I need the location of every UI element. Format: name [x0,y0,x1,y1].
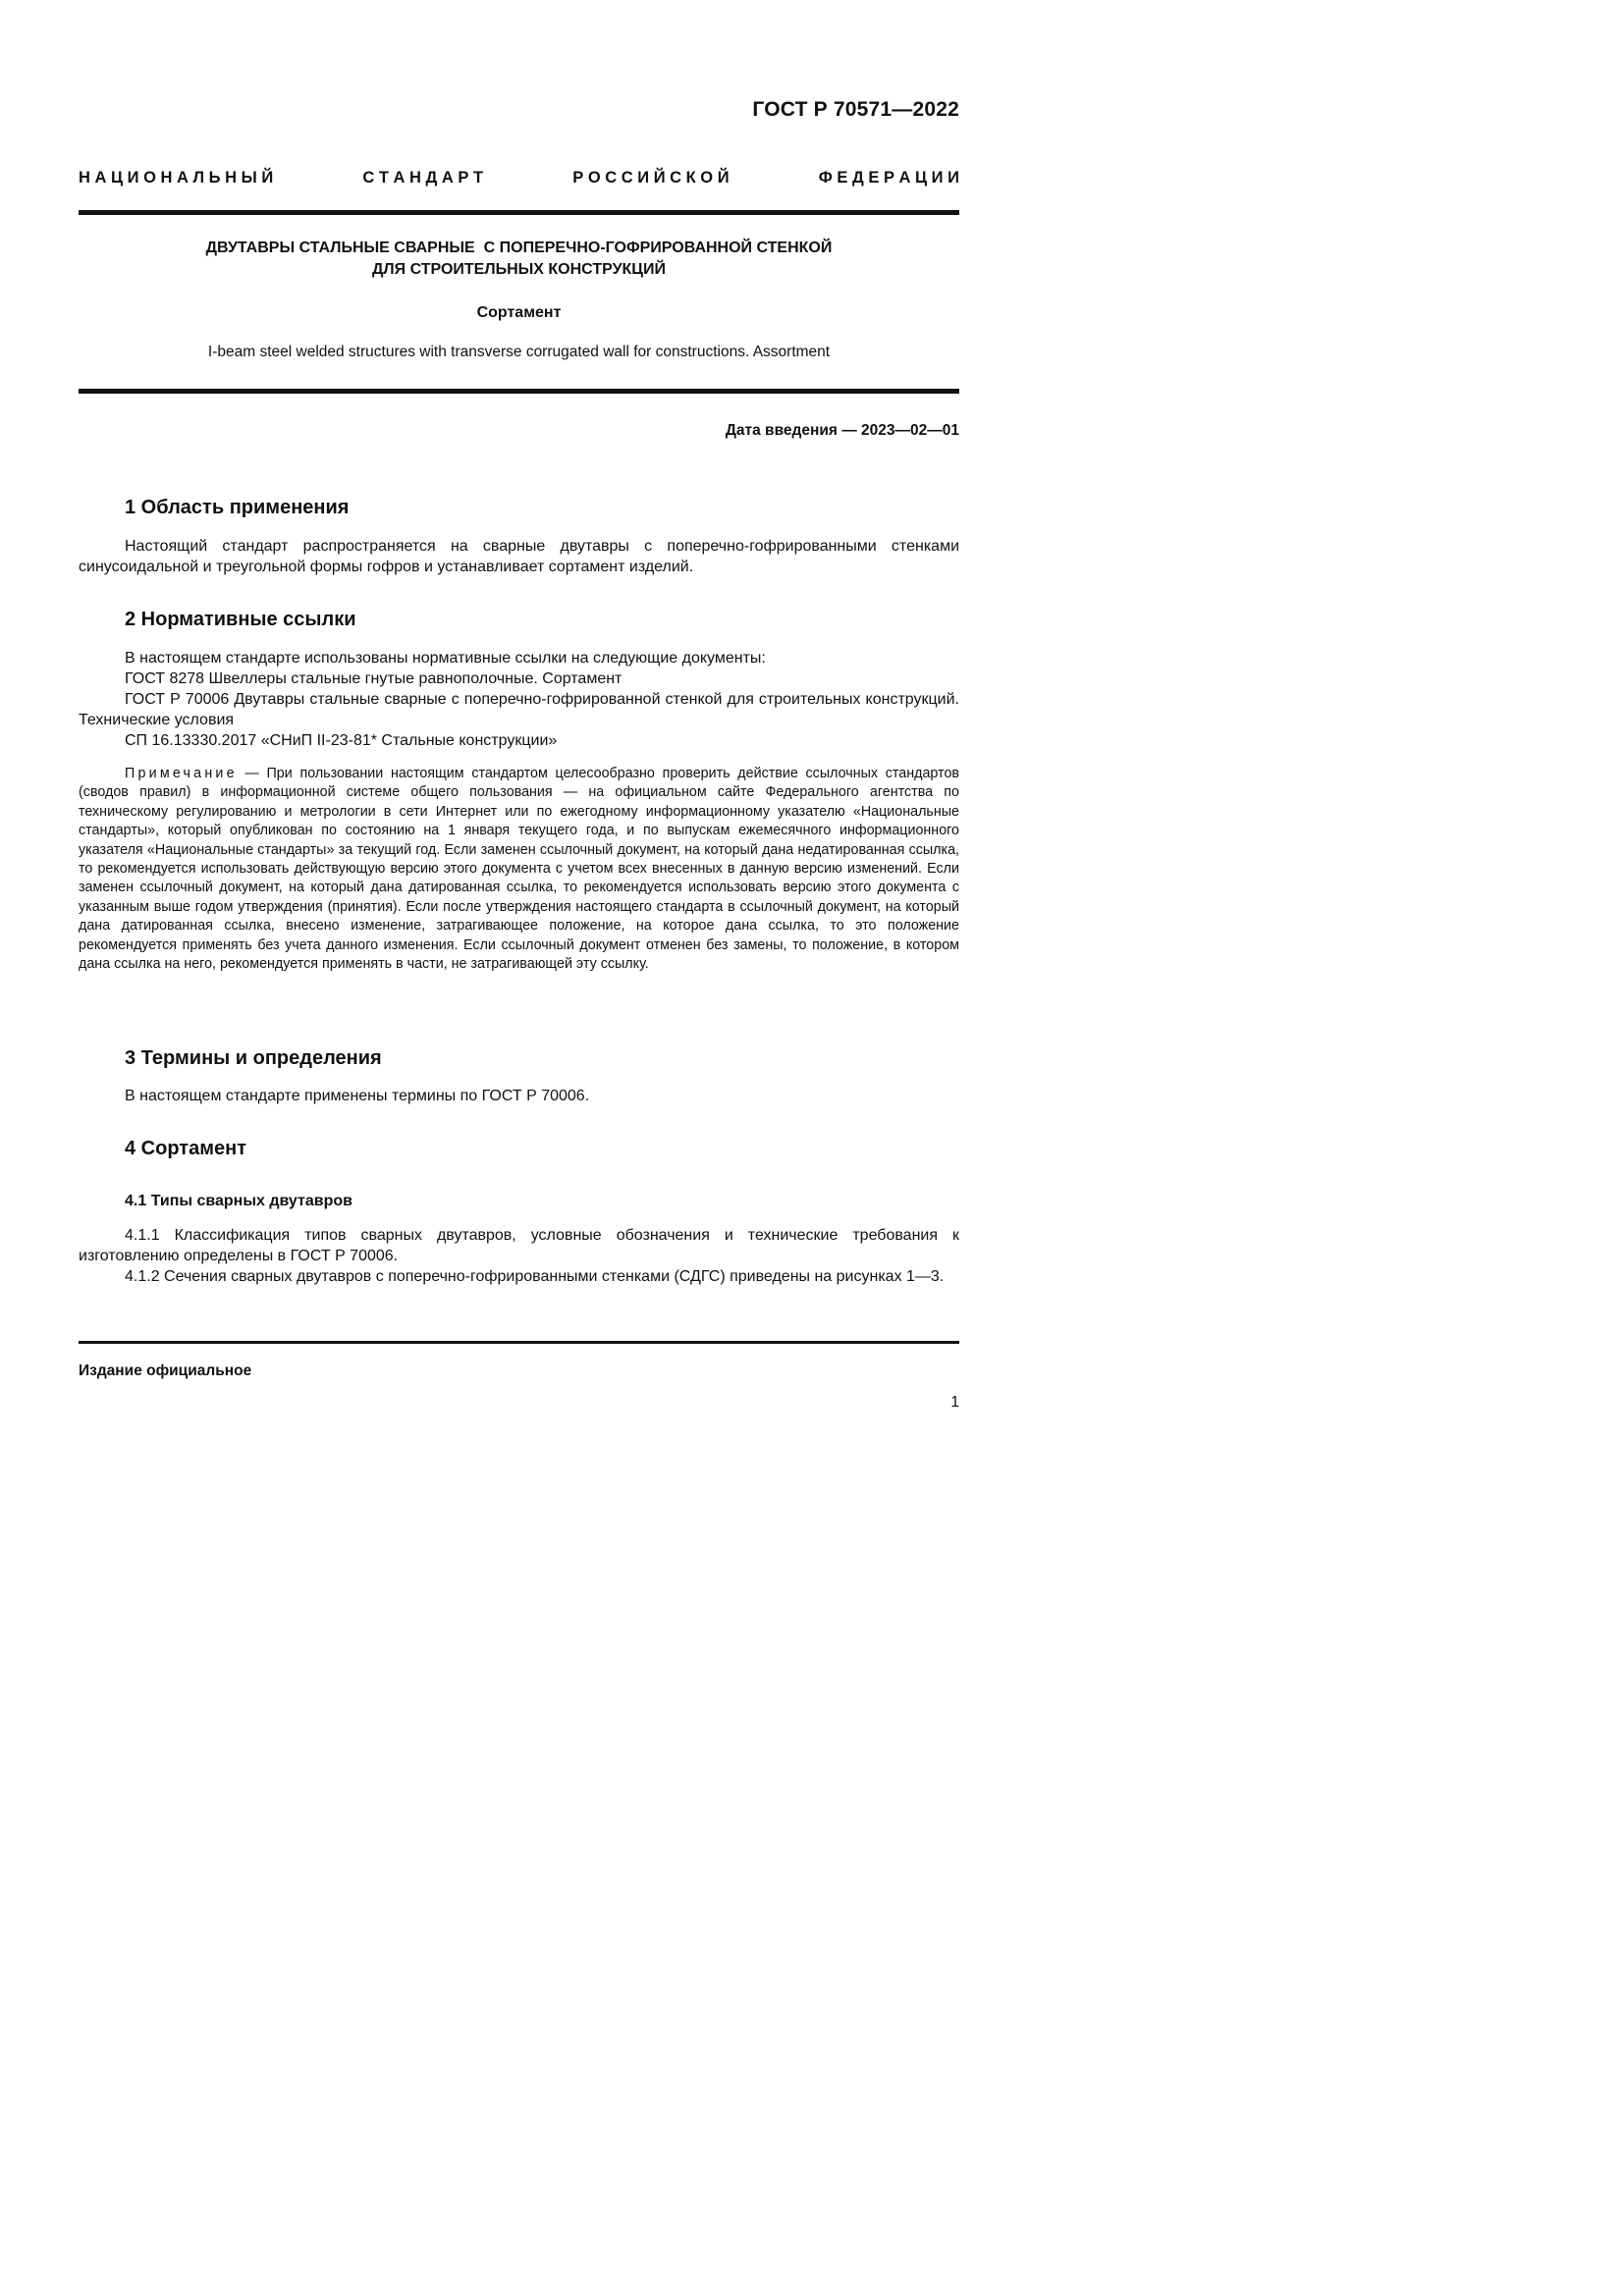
paragraph-4-1-2: 4.1.2 Сечения сварных двутавров с поперечно-гофрированными стенками (СДГС) приведены на рисунках 1—3. [125,1268,945,1285]
section-3-heading: 3 Термины и определения [125,1047,382,1069]
title-divider [79,389,959,394]
section-3-text: В настоящем стандарте применены термины по ГОСТ Р 70006. [125,1088,590,1104]
document-page [79,0,959,1543]
footer-divider [79,1341,959,1344]
title-line-1: ДВУТАВРЫ СТАЛЬНЫЕ СВАРНЫЕ С ПОПЕРЕЧНО-ГОФРИРОВАННОЙ СТЕНКОЙ [205,240,833,256]
note-text: — При пользовании настоящим стандартом целесообразно проверить действие ссылочных стандартов (сводов правил) в информационной системе общего пользования — на официальном сайте Федерального агентства по техническому регулированию и метрологии в сети Интернет или по ежегодному информационному указателю «Национальные стандарты», который опубликован по состоянию на 1 января текущего года, и по выпускам ежемесячного информационного указателя «Национальные стандарты» за текущий год. Если заменен ссылочный документ, на который дана недатированная ссылка, то рекомендуется использовать действующую версию этого документа с учетом всех внесенных в данную версию изменений. Если заменен ссылочный документ, на который дана датированная ссылка, то рекомендуется использовать версию этого документа с указанным выше годом утверждения (принятия). Если после утверждения настоящего стандарта в ссылочный документ, на который дана датированная ссылка, внесено изменение, затрагивающее положение, на которое дана ссылка, то это положение рекомендуется применять без учета данного изменения. Если ссылочный документ отменен без замены, то положение, в котором дана ссылка на него, рекомендуется применять в части, не затрагивающей эту ссылку. [79,766,959,973]
official-edition-label: Издание официальное [79,1362,252,1379]
national-standard-banner [79,169,959,187]
note-block [79,765,959,974]
document-subtitle: Сортамент [476,304,562,321]
section-1-body [79,536,959,577]
document-title [79,238,959,281]
subsection-4-1-heading: 4.1 Типы сварных двутавров [125,1193,352,1209]
note-label: Примечание [125,766,238,781]
banner-word: Ф Е Д Е Р А Ц И И [818,169,959,187]
title-line-2: ДЛЯ СТРОИТЕЛЬНЫХ КОНСТРУКЦИЙ [372,261,666,278]
document-number: ГОСТ Р 70571—2022 [752,98,959,121]
english-title: I-beam steel welded structures with transverse corrugated wall for constructions. Assortment [207,344,831,360]
introduction-date: Дата введения — 2023—02—01 [725,422,959,439]
reference-item: ГОСТ 8278 Швеллеры стальные гнутые равнополочные. Сортамент [125,670,623,687]
section-2-intro: В настоящем стандарте использованы нормативные ссылки на следующие документы: [125,650,766,667]
top-divider [79,210,959,215]
section-4-heading: 4 Сортамент [125,1138,247,1159]
section-1-heading: 1 Область применения [125,497,350,518]
banner-word: С Т А Н Д А Р Т [362,169,484,187]
reference-item: ГОСТ Р 70006 Двутавры стальные сварные с поперечно-гофрированной стенкой для строительных конструкций. Технические условия [79,691,959,728]
section-1-text: Настоящий стандарт распространяется на сварные двутавры с поперечно-гофрированными стенками синусоидальной и треугольной формы гофров и устанавливает сортамент изделий. [79,538,959,575]
section-2-heading: 2 Нормативные ссылки [125,609,356,630]
banner-word: Н А Ц И О Н А Л Ь Н Ы Й [79,169,274,187]
section-3-body [79,1086,959,1106]
paragraph-4-1-1: 4.1.1 Классификация типов сварных двутавров, условные обозначения и технические требования к изготовлению определены в ГОСТ Р 70006. [79,1227,959,1264]
reference-item: СП 16.13330.2017 «СНиП II-23-81* Стальные конструкции» [125,732,558,749]
section-2-body [79,648,959,751]
banner-word: Р О С С И Й С К О Й [572,169,730,187]
page-number: 1 [950,1394,959,1411]
section-4-body [79,1225,959,1287]
